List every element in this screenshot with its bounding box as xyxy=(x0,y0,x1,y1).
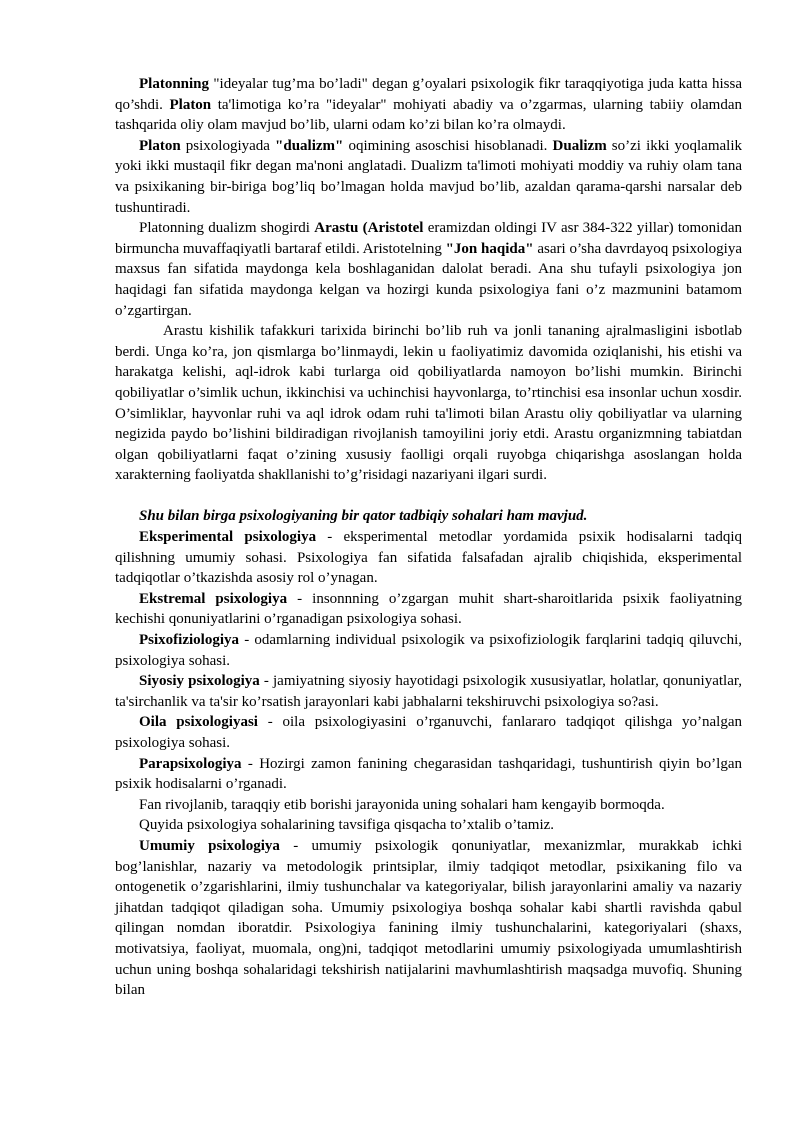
paragraph-platon-ideas xyxy=(115,74,742,136)
text: Platonning dualizm shogirdi xyxy=(139,220,315,237)
term: Eksperimental psixologiya xyxy=(139,529,317,546)
text: - oila psixologiyasini o’rganuvchi, fanlararo tadqiqot qilishga yo’nalgan psixologiya sohasi. xyxy=(115,714,742,751)
paragraph-development xyxy=(115,795,742,816)
term: Psixofiziologiya xyxy=(139,632,239,649)
paragraph-general xyxy=(115,836,742,1001)
text: Quyida psixologiya sohalarining tavsifiga qisqacha to’xtalib o’tamiz. xyxy=(139,817,555,834)
paragraph-extreme xyxy=(115,589,742,630)
text: - jamiyatning siyosiy hayotidagi psixologik xususiyatlar, holatlar, qonuniyatlar, ta'sirchanlik va ta'sir ko’rsatish jarayonlari kabi jabhalarni tekshiruvchi psixologiya so?asi. xyxy=(115,673,742,710)
text: oqimining asoschisi hisoblanadi. xyxy=(343,137,553,154)
term: Oila psixologiyasi xyxy=(139,714,258,731)
paragraph-arastu-soul xyxy=(115,321,742,486)
text: - eksperimental metodlar yordamida psixik hodisalarni tadqiq qilishning umumiy sohasi. Psixologiya fan sifatida falsafadan ajralib chiqishida, eksperimental tadqiqotlar o’tkazishda asosiy rol o’ynagan. xyxy=(115,529,742,587)
text: Arastu kishilik tafakkuri tarixida birinchi bo’lib ruh va jonli tananing ajralmasligini isbotlab berdi. Unga ko’ra, jon qismlarga bo’linmaydi, lekin u faoliyatimiz davomida oziqlanishi, his etishi va harakatga kelishi, aql-idrok kabi turlarga oid qobiliyatlarda namoyon bo’lishi mumkin. Birinchi qobiliyatlar o’simlik uchun, ikkinchisi va uchinchisi hayvonlarga, to’rtinchisi esa insonlar uchun xosdir. O’simliklar, hayvonlar ruhi va aql idrok odam ruhi ta'limoti bilan Arastu oliy qobiliyatlar va ularning negizida paydo bo’lishini bildiradigan rivojlanish tamoyilini joriy etdi. Arastu organizmning tabiatdan olgan qobiliyatlarni faqat o’zining xususiy faolligi orqali ruyobga chiqarishga asoslangan holda xarakterning faoliyatda shakllanishi to’g’risidagi nazariyani ilgari surdi. xyxy=(115,323,742,484)
italic-heading: Shu bilan birga psixologiyaning bir qator tadbiqiy sohalari ham mavjud. xyxy=(139,508,588,525)
text: so’zi ikki yoqlamalik yoki ikki mustaqil fikr degan ma'noni anglatadi. Dualizm ta'limoti mohiyati moddiy va ruhiy olam tana va psixikaning bir-biriga bog’liq bo’lmagan holda mavjud bo’lib, azaldan qarama-qarshi narsalar deb tushuntiradi. xyxy=(115,137,742,216)
paragraph-aristotle xyxy=(115,218,742,321)
paragraph-experimental xyxy=(115,527,742,589)
text: - umumiy psixologik qonuniyatlar, mexanizmlar, murakkab ichki bog’lanishlar, nazariy va metodologik printsiplar, ilmiy tadqiqot metodlar, psixikaning filo va ontogenetik o’zgarishlarini, ilmiy tushunchalar va kategoriyalar, bilish jarayonlarini amaliy va nazariy jihatdan tadqiqot qiladigan soha. Umumiy psixologiya boshqa sohalar kabi shartli ravishda qabul qilingan nomdan iboratdir. Psixologiya fanining ilmiy tushunchalarini, kategoriyalari (shaxs, motivatsiya, faoliyat, muomala, ong)ni, tadqiqot metodlarini umumiy psixologiyada umumlashtirish uchun uning boshqa sohalaridagi tekshirish natijalarini mavhumlashtirish maqsadga muvofiq. Shuning bilan xyxy=(115,837,743,999)
paragraph-political xyxy=(115,671,742,712)
term-dualizm: Dualizm xyxy=(552,137,607,154)
term: Ekstremal psixologiya xyxy=(139,590,288,607)
paragraph-psychophysiology xyxy=(115,630,742,671)
paragraph-family xyxy=(115,712,742,753)
term-dualizm-quoted: "dualizm" xyxy=(275,137,344,154)
spacer xyxy=(115,486,742,507)
term-arastu: Arastu (Aristotel xyxy=(314,220,424,237)
term-platon: Platonning xyxy=(139,76,210,92)
section-heading-applied xyxy=(115,506,742,527)
document-page xyxy=(115,74,742,1001)
term-platon: Platon xyxy=(139,137,181,154)
text: "ideyalar tug’ma bo’ladi" degan g’oyalari psixologik fikr taraqqiyotiga juda katta hissa qo’shdi. xyxy=(115,76,742,113)
paragraph-intro xyxy=(115,815,742,836)
term-jon-haqida: "Jon haqida" xyxy=(445,240,534,257)
term: Umumiy psixologiya xyxy=(139,837,280,854)
text: psixologiyada xyxy=(180,137,276,154)
text: - insonnning o’zgargan muhit shart-sharoitlarida psixik faoliyatning kechishi qonuniyatlarini o’rganadigan psixologiya sohasi. xyxy=(115,590,742,628)
text: eramizdan oldingi IV asr 384-322 yillar) tomonidan birmuncha muvaffaqiyatli bartaraf etildi. Aristotelning xyxy=(115,220,742,257)
text: - Hozirgi zamon fanining chegarasidan tashqaridagi, tushuntirish qiyin bo’lgan psixik hodisalarni o’rganadi. xyxy=(115,755,742,793)
term: Siyosiy psixologiya xyxy=(139,673,260,690)
text: ta'limotiga ko’ra "ideyalar" mohiyati abadiy va o’zgarmas, ularning tabiiy olamdan tashqarida oliy olam mavjud bo’lib, ularni odam ko’zi bilan ko’ra olmaydi. xyxy=(115,96,742,134)
text: - odamlarning individual psixologik va psixofiziologik farqlarini tadqiq qiluvchi, psixologiya sohasi. xyxy=(115,632,742,669)
term-platon: Platon xyxy=(169,96,212,113)
paragraph-dualism xyxy=(115,136,742,218)
term: Parapsixologiya xyxy=(139,755,242,772)
text: Fan rivojlanib, taraqqiy etib borishi jarayonida uning sohalari ham kengayib bormoqda. xyxy=(139,796,665,813)
paragraph-parapsychology xyxy=(115,754,742,795)
text: asari o’sha davrdayoq psixologiya maxsus fan sifatida maydonga kela boshlaganidan dalolat beradi. Ana shu tufayli psixologiya jon haqidagi fan sifatida maydonga kelgan va hozirgi kunda psixologiya fani o’z mazmunini batamom o’zgartirgan. xyxy=(115,240,742,319)
